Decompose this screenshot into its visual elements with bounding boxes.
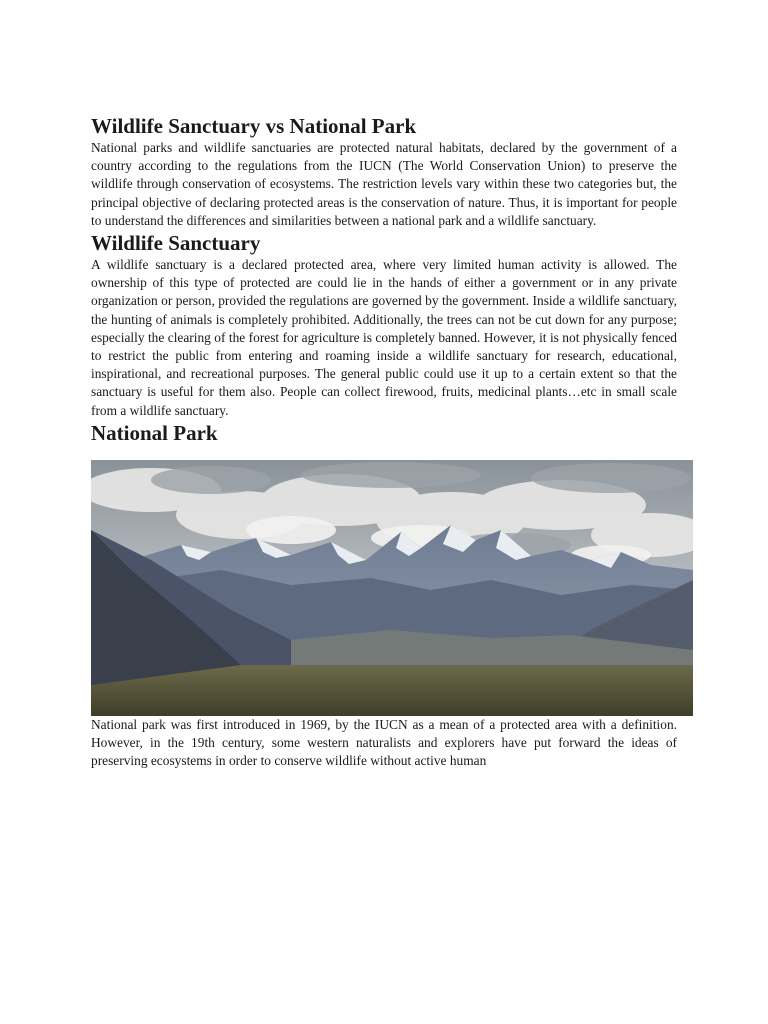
document-title: Wildlife Sanctuary vs National Park (91, 114, 417, 138)
intro-paragraph: National parks and wildlife sanctuaries are protected natural habitats, declared by the government of a country according to the regulations from the IUCN (The World Conservation Union) to preserve the wildlife through conservation of ecosystems. The restriction levels vary within these two categories but, the principal objective of declaring protected areas is the conservation of nature. Thus, it is important for people to understand the differences and similarities between a national park and a wildlife sanctuary. (91, 140, 677, 228)
section-heading-national-park: National Park (91, 420, 218, 445)
national-park-paragraph: National park was first introduced in 1969, by the IUCN as a mean of a protected area with a definition. However, in the 19th century, some western naturalists and explorers have put forward the ideas of preserving ecosystems in order to conserve wildlife without active human (91, 716, 677, 769)
section-heading-wildlife-sanctuary: Wildlife Sanctuary (91, 231, 261, 256)
document-content (91, 113, 677, 770)
wildlife-sanctuary-paragraph: A wildlife sanctuary is a declared protected area, where very limited human activity is allowed. The ownership of this type of protected are could lie in the hands of either a government or in any private organization or person, provided the regulations are governed by the government. Inside a wildlife sanctuary, the hunting of animals is completely prohibited. Additionally, the trees can not be cut down for any purpose; especially the clearing of the forest for agriculture is completely banned. However, it is not physically fenced to restrict the public from entering and roaming inside a wildlife sanctuary for research, educational, inspirational, and recreational purposes. The general public could use it up to a certain extent so that the sanctuary is useful for them also. People can collect firewood, fruits, medicinal plants…etc in small scale from a wildlife sanctuary. (91, 257, 677, 418)
mountain-landscape-photo (91, 460, 693, 716)
